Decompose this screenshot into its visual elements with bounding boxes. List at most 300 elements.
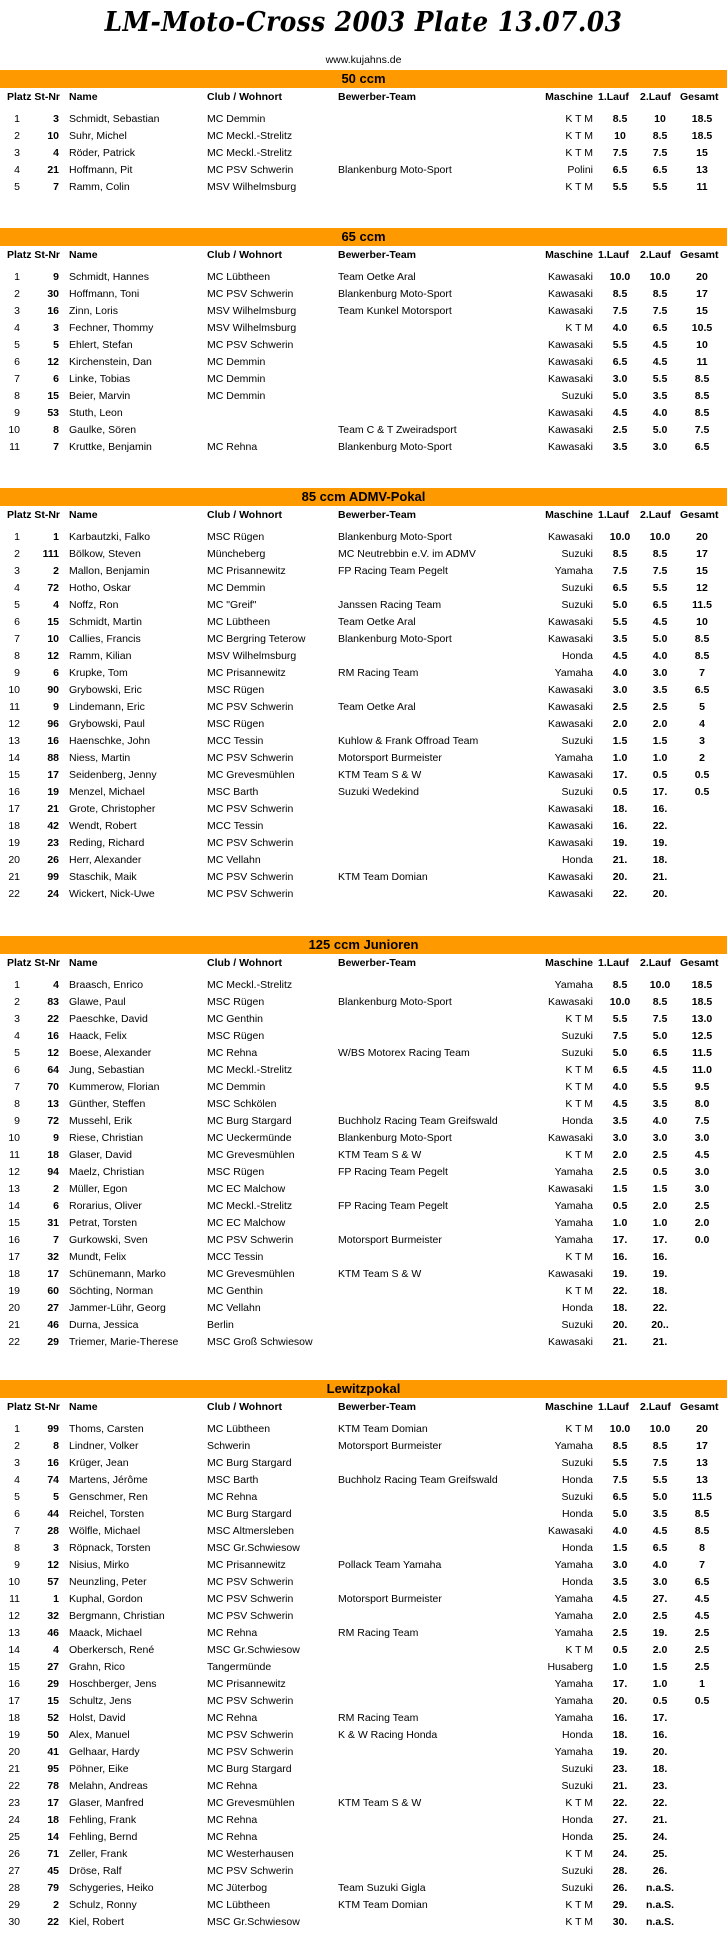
- rider-name: Hoschberger, Jens: [69, 1678, 157, 1690]
- run1-points: 6.5: [612, 1064, 628, 1076]
- table-row: [0, 1198, 727, 1215]
- club: MC Bergring Teterow: [207, 633, 306, 645]
- rider-name: Kiel, Robert: [69, 1916, 124, 1928]
- platz: 12: [8, 718, 20, 730]
- platz: 5: [14, 181, 20, 193]
- table-row: [0, 529, 727, 546]
- platz: 4: [14, 582, 20, 594]
- rider-name: Glaser, Manfred: [69, 1797, 144, 1809]
- team: Blankenburg Moto-Sport: [338, 633, 452, 645]
- table-row: [0, 1181, 727, 1198]
- machine: K T M: [565, 1899, 593, 1911]
- run1-points: 1.0: [612, 752, 628, 764]
- start-number: 15: [47, 1695, 59, 1707]
- platz: 3: [14, 147, 20, 159]
- club: MC PSV Schwerin: [207, 1729, 294, 1741]
- machine: Honda: [562, 1576, 593, 1588]
- machine: Suzuki: [561, 1780, 593, 1792]
- run2-points: 5.5: [652, 582, 668, 594]
- machine: Honda: [562, 1831, 593, 1843]
- platz: 19: [8, 837, 20, 849]
- machine: Kawasaki: [548, 888, 593, 900]
- run1-points: 27.: [612, 1814, 628, 1826]
- run1-points: 3.0: [612, 373, 628, 385]
- machine: Yamaha: [554, 979, 593, 991]
- table-row: [0, 1829, 727, 1846]
- run2-points: 1.5: [652, 1661, 668, 1673]
- platz: 18: [8, 820, 20, 832]
- rider-name: Fehling, Bernd: [69, 1831, 138, 1843]
- machine: Kawasaki: [548, 424, 593, 436]
- rider-name: Gaulke, Sören: [69, 424, 137, 436]
- table-row: [0, 648, 727, 665]
- table-row: [0, 405, 727, 422]
- table-row: [0, 767, 727, 784]
- platz: 21: [8, 1319, 20, 1331]
- rider-name: Röder, Patrick: [69, 147, 135, 159]
- column-header-stnr: St-Nr: [34, 91, 60, 103]
- start-number: 3: [53, 1542, 59, 1554]
- column-header-club: Club / Wohnort: [207, 957, 283, 969]
- total-points: 15: [696, 565, 708, 577]
- rider-name: Thoms, Carsten: [69, 1423, 144, 1435]
- team: Blankenburg Moto-Sport: [338, 996, 452, 1008]
- machine: Suzuki: [561, 1030, 593, 1042]
- run2-points: 18.: [652, 854, 668, 866]
- rider-name: Dröse, Ralf: [69, 1865, 122, 1877]
- run2-points: 16.: [652, 1729, 668, 1741]
- start-number: 7: [53, 181, 59, 193]
- run1-points: 0.5: [612, 1200, 628, 1212]
- platz: 6: [14, 616, 20, 628]
- run2-points: 8.5: [652, 996, 668, 1008]
- run2-points: 4.5: [652, 1525, 668, 1537]
- total-points: 11: [696, 181, 708, 193]
- platz: 13: [8, 1627, 20, 1639]
- team: RM Racing Team: [338, 667, 419, 679]
- club: MSC Barth: [207, 786, 259, 798]
- table-row: [0, 1761, 727, 1778]
- start-number: 2: [53, 1899, 59, 1911]
- start-number: 6: [53, 1200, 59, 1212]
- club: MC Rehna: [207, 1047, 258, 1059]
- table-row: [0, 1283, 727, 1300]
- table-row: [0, 1880, 727, 1897]
- total-points: 7.5: [694, 1115, 710, 1127]
- start-number: 74: [47, 1474, 59, 1486]
- table-row: [0, 1028, 727, 1045]
- run1-points: 4.0: [612, 667, 628, 679]
- run2-points: 21.: [652, 1814, 668, 1826]
- rider-name: Wendt, Robert: [69, 820, 137, 832]
- club: MC PSV Schwerin: [207, 288, 294, 300]
- machine: Kawasaki: [548, 996, 593, 1008]
- column-header-lauf1: 1.Lauf: [598, 91, 629, 103]
- column-header-lauf2: 2.Lauf: [640, 91, 671, 103]
- column-header-lauf2: 2.Lauf: [640, 957, 671, 969]
- total-points: 3.0: [694, 1166, 710, 1178]
- rider-name: Suhr, Michel: [69, 130, 127, 142]
- platz: 1: [14, 1423, 20, 1435]
- club: MC Rehna: [207, 1491, 258, 1503]
- machine: Kawasaki: [548, 356, 593, 368]
- start-number: 18: [47, 1149, 59, 1161]
- start-number: 15: [47, 616, 59, 628]
- run1-points: 18.: [612, 1729, 628, 1741]
- total-points: 6.5: [694, 1576, 710, 1588]
- run2-points: 6.5: [652, 599, 668, 611]
- machine: Suzuki: [561, 1882, 593, 1894]
- rider-name: Triemer, Marie-Therese: [69, 1336, 179, 1348]
- column-header-team: Bewerber-Team: [338, 249, 417, 261]
- rider-name: Kirchenstein, Dan: [69, 356, 152, 368]
- start-number: 26: [47, 854, 59, 866]
- run2-points: 7.5: [652, 1457, 668, 1469]
- team: MC Neutrebbin e.V. im ADMV: [338, 548, 476, 560]
- run1-points: 0.5: [612, 1644, 628, 1656]
- column-header-gesamt: Gesamt: [680, 509, 719, 521]
- platz: 15: [8, 1661, 20, 1673]
- platz: 13: [8, 735, 20, 747]
- run1-points: 22.: [612, 1797, 628, 1809]
- run1-points: 6.5: [612, 356, 628, 368]
- rider-name: Menzel, Michael: [69, 786, 145, 798]
- run2-points: 6.5: [652, 1542, 668, 1554]
- club: MC PSV Schwerin: [207, 1610, 294, 1622]
- column-header-lauf2: 2.Lauf: [640, 1401, 671, 1413]
- total-points: 20: [696, 271, 708, 283]
- platz: 9: [14, 407, 20, 419]
- start-number: 9: [53, 701, 59, 713]
- run1-points: 21.: [612, 1780, 628, 1792]
- start-number: 99: [47, 1423, 59, 1435]
- column-header-club: Club / Wohnort: [207, 509, 283, 521]
- rider-name: Schygeries, Heiko: [69, 1882, 154, 1894]
- club: MC Westerhausen: [207, 1848, 294, 1860]
- club: MC PSV Schwerin: [207, 1593, 294, 1605]
- platz: 30: [8, 1916, 20, 1928]
- table-row: [0, 422, 727, 439]
- machine: Yamaha: [554, 1200, 593, 1212]
- start-number: 10: [47, 130, 59, 142]
- platz: 3: [14, 565, 20, 577]
- section-header: 50 ccm: [0, 70, 727, 88]
- start-number: 96: [47, 718, 59, 730]
- column-header-name: Name: [69, 249, 98, 261]
- machine: Yamaha: [554, 565, 593, 577]
- team: W/BS Motorex Racing Team: [338, 1047, 470, 1059]
- club: MC Rehna: [207, 1814, 258, 1826]
- table-row: [0, 371, 727, 388]
- column-header-maschine: Maschine: [545, 1401, 593, 1413]
- start-number: 24: [47, 888, 59, 900]
- rider-name: Zeller, Frank: [69, 1848, 128, 1860]
- platz: 9: [14, 667, 20, 679]
- table-row: [0, 128, 727, 145]
- table-row: [0, 801, 727, 818]
- team: Team Oetke Aral: [338, 701, 416, 713]
- run2-points: 5.0: [652, 424, 668, 436]
- run1-points: 8.5: [612, 1440, 628, 1452]
- run2-points: 22.: [652, 1302, 668, 1314]
- club: Berlin: [207, 1319, 234, 1331]
- machine: Kawasaki: [548, 1525, 593, 1537]
- rider-name: Gurkowski, Sven: [69, 1234, 148, 1246]
- platz: 2: [14, 996, 20, 1008]
- start-number: 5: [53, 339, 59, 351]
- table-row: [0, 1266, 727, 1283]
- run2-points: 20.: [652, 888, 668, 900]
- run2-points: 8.5: [652, 548, 668, 560]
- team: Team Suzuki Gigla: [338, 1882, 426, 1894]
- table-row: [0, 1438, 727, 1455]
- machine: K T M: [565, 130, 593, 142]
- column-header-team: Bewerber-Team: [338, 957, 417, 969]
- column-header-club: Club / Wohnort: [207, 249, 283, 261]
- total-points: 2: [699, 752, 705, 764]
- team: FP Racing Team Pegelt: [338, 565, 448, 577]
- platz: 3: [14, 305, 20, 317]
- run1-points: 4.5: [612, 1593, 628, 1605]
- club: MSC Rügen: [207, 718, 265, 730]
- rider-name: Wickert, Nick-Uwe: [69, 888, 155, 900]
- club: MC Meckl.-Strelitz: [207, 147, 293, 159]
- table-row: [0, 665, 727, 682]
- table-row: [0, 1914, 727, 1931]
- column-header-gesamt: Gesamt: [680, 249, 719, 261]
- rider-name: Genschmer, Ren: [69, 1491, 148, 1503]
- club: MSV Wilhelmsburg: [207, 322, 297, 334]
- machine: K T M: [565, 1848, 593, 1860]
- column-header-maschine: Maschine: [545, 509, 593, 521]
- club: MC Prisannewitz: [207, 667, 286, 679]
- machine: Kawasaki: [548, 339, 593, 351]
- run1-points: 5.5: [612, 339, 628, 351]
- team: RM Racing Team: [338, 1627, 419, 1639]
- run1-points: 10.0: [609, 531, 631, 543]
- rider-name: Linke, Tobias: [69, 373, 131, 385]
- column-header-platz: Platz: [7, 1401, 32, 1413]
- club: MC Demmin: [207, 390, 266, 402]
- machine: Yamaha: [554, 1440, 593, 1452]
- start-number: 4: [53, 979, 59, 991]
- run2-points: 21.: [652, 871, 668, 883]
- table-row: [0, 1506, 727, 1523]
- team: KTM Team Domian: [338, 1899, 428, 1911]
- team: Motorsport Burmeister: [338, 1593, 442, 1605]
- table-row: [0, 1710, 727, 1727]
- club: MC Rehna: [207, 1712, 258, 1724]
- table-row: [0, 439, 727, 456]
- run1-points: 4.0: [612, 1525, 628, 1537]
- table-row: [0, 1744, 727, 1761]
- table-row: [0, 286, 727, 303]
- run2-points: 0.5: [652, 1166, 668, 1178]
- run2-points: 7.5: [652, 565, 668, 577]
- column-header-lauf2: 2.Lauf: [640, 509, 671, 521]
- column-header-platz: Platz: [7, 91, 32, 103]
- total-points: 2.5: [694, 1627, 710, 1639]
- rider-name: Nisius, Mirko: [69, 1559, 130, 1571]
- team: Motorsport Burmeister: [338, 1440, 442, 1452]
- machine: K T M: [565, 1013, 593, 1025]
- platz: 16: [8, 1234, 20, 1246]
- club: MC PSV Schwerin: [207, 837, 294, 849]
- start-number: 57: [47, 1576, 59, 1588]
- machine: Suzuki: [561, 1319, 593, 1331]
- run1-points: 2.0: [612, 718, 628, 730]
- total-points: 10.5: [691, 322, 713, 334]
- run2-points: 27.: [652, 1593, 668, 1605]
- rider-name: Mussehl, Erik: [69, 1115, 133, 1127]
- total-points: 8: [699, 1542, 705, 1554]
- rider-name: Noffz, Ron: [69, 599, 119, 611]
- rider-name: Stuth, Leon: [69, 407, 123, 419]
- start-number: 23: [47, 837, 59, 849]
- club: MC Meckl.-Strelitz: [207, 979, 293, 991]
- club: MC Rehna: [207, 441, 258, 453]
- team: KTM Team Domian: [338, 1423, 428, 1435]
- total-points: 1: [699, 1678, 705, 1690]
- machine: Yamaha: [554, 1746, 593, 1758]
- run2-points: 4.0: [652, 1559, 668, 1571]
- platz: 22: [8, 1780, 20, 1792]
- table-row: [0, 546, 727, 563]
- column-header-name: Name: [69, 91, 98, 103]
- rider-name: Martens, Jérôme: [69, 1474, 148, 1486]
- run2-points: 21.: [652, 1336, 668, 1348]
- rider-name: Schmidt, Martin: [69, 616, 142, 628]
- machine: Honda: [562, 1115, 593, 1127]
- total-points: 0.5: [694, 1695, 710, 1707]
- machine: Kawasaki: [548, 803, 593, 815]
- run1-points: 7.5: [612, 1030, 628, 1042]
- run2-points: 23.: [652, 1780, 668, 1792]
- start-number: 52: [47, 1712, 59, 1724]
- table-row: [0, 994, 727, 1011]
- column-header-club: Club / Wohnort: [207, 91, 283, 103]
- club: MSC Gr.Schwiesow: [207, 1644, 300, 1656]
- club: MCC Tessin: [207, 735, 264, 747]
- team: Buchholz Racing Team Greifswald: [338, 1474, 498, 1486]
- platz: 1: [14, 113, 20, 125]
- run1-points: 24.: [612, 1848, 628, 1860]
- platz: 2: [14, 130, 20, 142]
- club: MC PSV Schwerin: [207, 339, 294, 351]
- rider-name: Holst, David: [69, 1712, 126, 1724]
- run1-points: 19.: [612, 1268, 628, 1280]
- results-section: [0, 70, 727, 196]
- club: MSC Gr.Schwiesow: [207, 1542, 300, 1554]
- machine: Kawasaki: [548, 271, 593, 283]
- platz: 1: [14, 531, 20, 543]
- run1-points: 30.: [612, 1916, 628, 1928]
- machine: Yamaha: [554, 752, 593, 764]
- run1-points: 26.: [612, 1882, 628, 1894]
- start-number: 70: [47, 1081, 59, 1093]
- start-number: 1: [53, 1593, 59, 1605]
- total-points: 11.5: [692, 1047, 712, 1059]
- platz: 18: [8, 1268, 20, 1280]
- run2-points: 5.5: [652, 1474, 668, 1486]
- run1-points: 16.: [612, 1712, 628, 1724]
- machine: Suzuki: [561, 735, 593, 747]
- platz: 1: [14, 271, 20, 283]
- team: Buchholz Racing Team Greifswald: [338, 1115, 498, 1127]
- start-number: 19: [47, 786, 59, 798]
- platz: 20: [8, 854, 20, 866]
- table-row: [0, 869, 727, 886]
- total-points: 13: [696, 1457, 708, 1469]
- platz: 21: [8, 871, 20, 883]
- run2-points: 22.: [652, 820, 668, 832]
- machine: Yamaha: [554, 1627, 593, 1639]
- table-row: [0, 614, 727, 631]
- rider-name: Niess, Martin: [69, 752, 131, 764]
- machine: K T M: [565, 1149, 593, 1161]
- machine: Kawasaki: [548, 288, 593, 300]
- machine: Kawasaki: [548, 531, 593, 543]
- table-row: [0, 1147, 727, 1164]
- total-points: 7.5: [694, 424, 710, 436]
- club: MC Lübtheen: [207, 271, 271, 283]
- column-header-platz: Platz: [7, 509, 32, 521]
- total-points: 8.5: [694, 407, 710, 419]
- platz: 5: [14, 1491, 20, 1503]
- table-row: [0, 682, 727, 699]
- column-header-row: [0, 88, 727, 108]
- rider-name: Bölkow, Steven: [69, 548, 141, 560]
- platz: 4: [14, 164, 20, 176]
- machine: K T M: [565, 1916, 593, 1928]
- run1-points: 1.5: [612, 1183, 628, 1195]
- table-row: [0, 1778, 727, 1795]
- club: MSC Barth: [207, 1474, 259, 1486]
- start-number: 99: [47, 871, 59, 883]
- machine: Kawasaki: [548, 441, 593, 453]
- club: MC PSV Schwerin: [207, 1234, 294, 1246]
- run1-points: 4.5: [612, 407, 628, 419]
- table-row: [0, 1062, 727, 1079]
- start-number: 27: [47, 1302, 59, 1314]
- team: RM Racing Team: [338, 1712, 419, 1724]
- machine: K T M: [565, 1064, 593, 1076]
- start-number: 46: [47, 1319, 59, 1331]
- run2-points: 1.0: [652, 752, 668, 764]
- platz: 25: [8, 1831, 20, 1843]
- machine: K T M: [565, 322, 593, 334]
- platz: 2: [14, 1440, 20, 1452]
- table-row: [0, 1846, 727, 1863]
- team: Blankenburg Moto-Sport: [338, 441, 452, 453]
- total-points: 13: [696, 164, 708, 176]
- column-header-row: [0, 506, 727, 526]
- column-header-stnr: St-Nr: [34, 1401, 60, 1413]
- machine: Suzuki: [561, 599, 593, 611]
- start-number: 21: [47, 803, 59, 815]
- machine: Yamaha: [554, 667, 593, 679]
- machine: Kawasaki: [548, 1183, 593, 1195]
- column-header-club: Club / Wohnort: [207, 1401, 283, 1413]
- run2-points: 6.5: [652, 322, 668, 334]
- club: MC PSV Schwerin: [207, 701, 294, 713]
- machine: K T M: [565, 1098, 593, 1110]
- club: MC Burg Stargard: [207, 1508, 292, 1520]
- table-row: [0, 733, 727, 750]
- run2-points: 19.: [652, 1627, 668, 1639]
- rider-name: Jammer-Lühr, Georg: [69, 1302, 166, 1314]
- run1-points: 3.5: [612, 1576, 628, 1588]
